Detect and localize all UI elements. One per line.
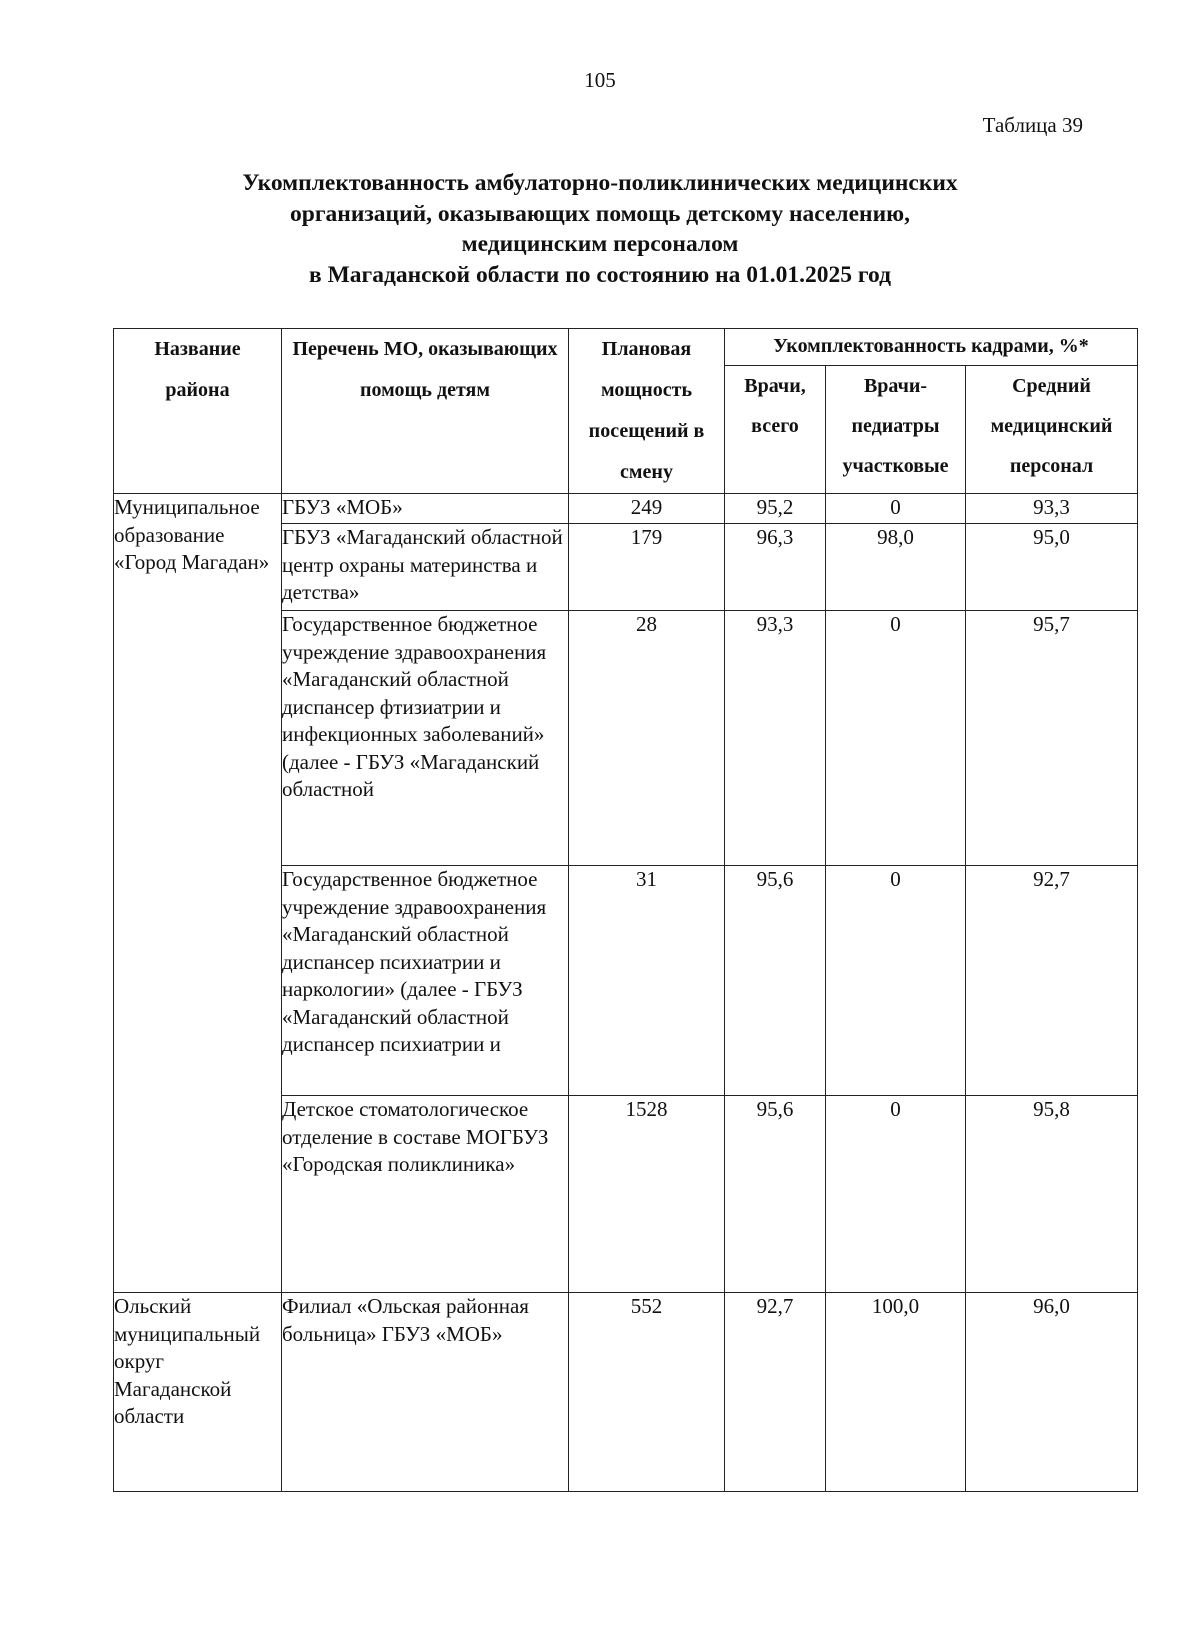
mo-cell: Государственное бюджетное учреждение здравоохранения «Магаданский областной диспансер фтизиатрии и инфекционных заболеваний» (далее - ГБУЗ «Магаданский областной bbox=[282, 611, 569, 866]
mo-cell: ГБУЗ «МОБ» bbox=[282, 494, 569, 524]
doctors-cell: 96,3 bbox=[725, 524, 826, 611]
mo-cell: Детское стоматологическое отделение в составе МОГБУЗ «Городская поликлиника» bbox=[282, 1096, 569, 1293]
table-row bbox=[114, 494, 1138, 524]
mo-cell: Государственное бюджетное учреждение здравоохранения «Магаданский областной диспансер психиатрии и наркологии» (далее - ГБУЗ «Магаданский областной диспансер психиатрии и bbox=[282, 866, 569, 1096]
nurses-cell: 96,0 bbox=[966, 1293, 1138, 1492]
nurses-cell: 95,8 bbox=[966, 1096, 1138, 1293]
staffing-table bbox=[113, 328, 1138, 1492]
district-cell: Ольский муниципальный округ Магаданской области bbox=[114, 1293, 282, 1492]
doctors-cell: 95,2 bbox=[725, 494, 826, 524]
mo-cell: Филиал «Ольская районная больница» ГБУЗ «МОБ» bbox=[282, 1293, 569, 1492]
mo-cell: ГБУЗ «Магаданский областной центр охраны материнства и детства» bbox=[282, 524, 569, 611]
header-row bbox=[114, 329, 1138, 366]
nurses-cell: 92,7 bbox=[966, 866, 1138, 1096]
pediatricians-cell: 0 bbox=[826, 494, 966, 524]
nurses-cell: 95,7 bbox=[966, 611, 1138, 866]
title-line: в Магаданской области по состоянию на 01.01.2025 год bbox=[309, 261, 891, 288]
capacity-cell: 28 bbox=[569, 611, 725, 866]
doctors-cell: 95,6 bbox=[725, 1096, 826, 1293]
table-label: Таблица 39 bbox=[982, 113, 1083, 137]
header-capacity: Плановая мощность посещений в смену bbox=[569, 329, 725, 494]
capacity-cell: 249 bbox=[569, 494, 725, 524]
page-number: 105 bbox=[584, 68, 616, 92]
pediatricians-cell: 98,0 bbox=[826, 524, 966, 611]
capacity-cell: 31 bbox=[569, 866, 725, 1096]
header-pediatricians: Врачи-педиатры участковые bbox=[826, 366, 966, 494]
pediatricians-cell: 0 bbox=[826, 1096, 966, 1293]
title-line: организаций, оказывающих помощь детскому населению, bbox=[290, 200, 910, 227]
district-cell: Муниципальное образование «Город Магадан» bbox=[114, 494, 282, 1293]
capacity-cell: 1528 bbox=[569, 1096, 725, 1293]
header-nurses: Средний медицинский персонал bbox=[966, 366, 1138, 494]
header-staffing: Укомплектованность кадрами, %* bbox=[725, 329, 1138, 366]
pediatricians-cell: 100,0 bbox=[826, 1293, 966, 1492]
title-line: Укомплектованность амбулаторно-поликлинических медицинских bbox=[242, 170, 958, 196]
doctors-cell: 93,3 bbox=[725, 611, 826, 866]
table-title bbox=[0, 168, 1200, 290]
doctors-cell: 92,7 bbox=[725, 1293, 826, 1492]
pediatricians-cell: 0 bbox=[826, 866, 966, 1096]
doctors-cell: 95,6 bbox=[725, 866, 826, 1096]
header-doctors-total: Врачи, всего bbox=[725, 366, 826, 494]
nurses-cell: 93,3 bbox=[966, 494, 1138, 524]
nurses-cell: 95,0 bbox=[966, 524, 1138, 611]
capacity-cell: 179 bbox=[569, 524, 725, 611]
header-mo-list: Перечень МО, оказывающих помощь детям bbox=[282, 329, 569, 494]
capacity-cell: 552 bbox=[569, 1293, 725, 1492]
title-line: медицинским персоналом bbox=[461, 231, 739, 257]
table-row bbox=[114, 1293, 1138, 1492]
pediatricians-cell: 0 bbox=[826, 611, 966, 866]
header-district: Название района bbox=[114, 329, 282, 494]
